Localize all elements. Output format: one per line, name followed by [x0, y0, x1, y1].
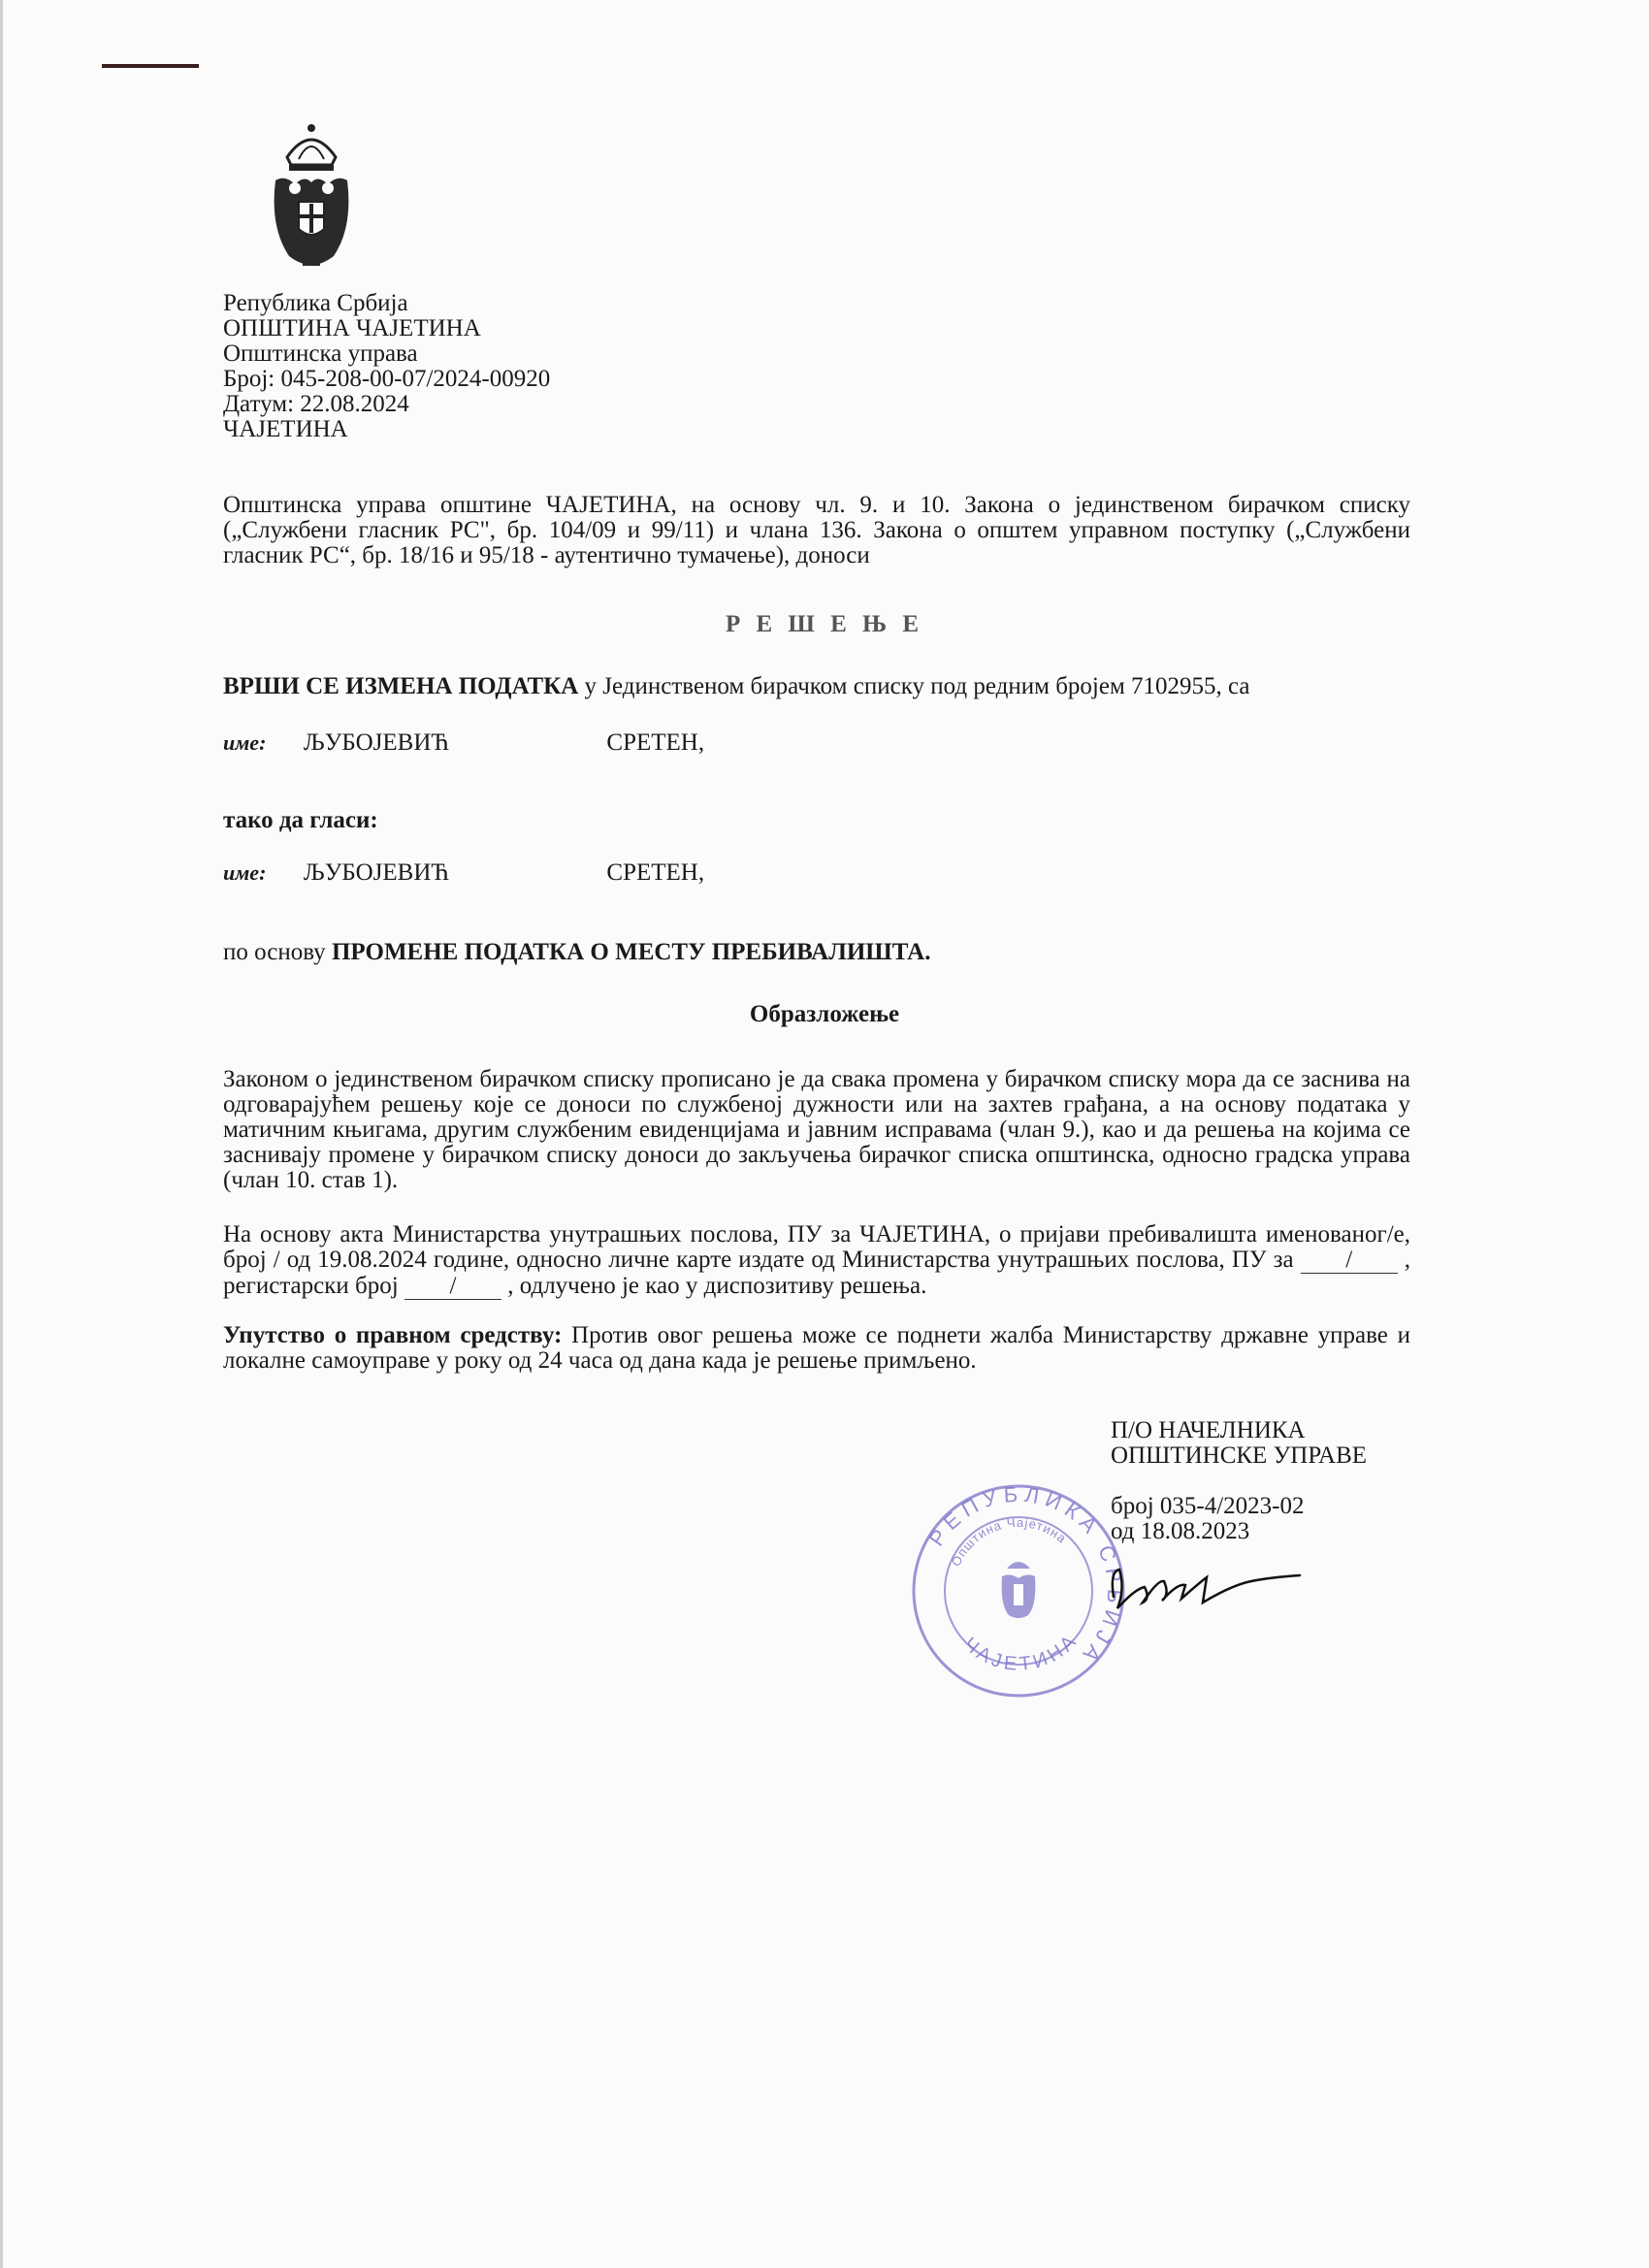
signature-date: од 18.08.2023: [1111, 1518, 1250, 1544]
to-read-label: тако да гласи:: [223, 807, 378, 833]
stamp-inner-text: Општина Чајетина: [948, 1514, 1070, 1569]
instruction-bold: Упутство о правном средству:: [223, 1322, 563, 1348]
instruction-rest: Против овог решења може се поднети жалба Министарству државне управе и локалне самоуправе у року од 24 часа од дана када је решење примљено.: [223, 1322, 1410, 1374]
signature-block: [1111, 1418, 1367, 1544]
svg-text:ЧАЈЕТИНА: [959, 1629, 1083, 1675]
serbia-coat-of-arms-icon: [270, 120, 353, 274]
header-number: Број: 045-208-00-07/2024-00920: [223, 366, 551, 392]
after-record: [223, 859, 704, 887]
reasoning-p2-part1: На основу акта Министарства унутрашњих послова, ПУ за ЧАЈЕТИНА, о пријави пребивалишта именованог/е, број / од 19.08.2024 године, односно личне карте издате од Министарства унутрашњих послова, ПУ за: [223, 1221, 1410, 1273]
reasoning-title: Образложење: [749, 1001, 900, 1027]
before-name: СРЕТЕН,: [606, 729, 705, 756]
decision-title: Р Е Ш Е Њ Е: [725, 611, 924, 637]
after-name-label: име:: [223, 860, 267, 885]
header-place: ЧАЈЕТИНА: [223, 416, 348, 442]
basis-bold: ПРОМЕНЕ ПОДАТКА О МЕСТУ ПРЕБИВАЛИШТА.: [331, 939, 931, 965]
change-line-bold: ВРШИ СЕ ИЗМЕНА ПОДАТКА: [223, 673, 579, 699]
stamp-bottom-text: ЧАЈЕТИНА: [958, 1629, 1083, 1676]
after-name: СРЕТЕН,: [606, 859, 705, 886]
intro-paragraph: Општинска управа општине ЧАЈЕТИНА, на основу чл. 9. и 10. Закона о јединственом бирачком списку („Службени гласник РС", бр. 104/09 и 99/11) и члана 136. Закона о општем управном поступку („Службени гласник РС“, бр. 18/16 и 95/18 - аутентично тумачење), доноси: [223, 492, 1410, 568]
header-administration: Општинска управа: [223, 340, 418, 367]
reasoning-p2-part3: , одлучено је као у диспозитиву решења.: [507, 1273, 927, 1299]
reasoning-p2-part2: , регистарски број: [223, 1247, 1411, 1299]
before-name-label: име:: [223, 730, 267, 755]
basis-prefix: по основу: [223, 939, 326, 965]
reasoning-paragraph-1: Законом о јединственом бирачком списку прописано је да свака промена у бирачком списку мора да се заснива на одговарајућем решењу које се доноси по службеној дужности или на захтев грађана, а на основу података у матичним књигама, другим службеним евиденцијама и јавним исправама (члан 9.), као и да решења на којима се заснивају промене у бирачком списку доноси до закључења бирачког списка општинска, односно градска управа (члан 10. став 1).: [223, 1066, 1410, 1193]
reasoning-p2-blank1: /: [1301, 1247, 1398, 1274]
scan-mark-top-left: [102, 64, 199, 68]
change-line-rest: у Јединственом бирачком списку под редним бројем 7102955, са: [584, 673, 1250, 699]
header-date: Датум: 22.08.2024: [223, 391, 409, 417]
header-country: Република Србија: [223, 290, 408, 316]
basis-line: [223, 939, 930, 966]
after-surname: ЉУБОЈЕВИЋ: [303, 859, 449, 886]
signature-number: број 035-4/2023-02: [1111, 1493, 1305, 1519]
before-surname: ЉУБОЈЕВИЋ: [303, 729, 449, 756]
signature-title-2: ОПШТИНСКЕ УПРАВЕ: [1111, 1442, 1368, 1469]
document-header: [223, 291, 550, 442]
header-municipality: ОПШТИНА ЧАЈЕТИНА: [223, 315, 481, 341]
stamp-outer-text: РЕПУБЛИКА СРБИЈА: [923, 1481, 1128, 1671]
change-line: [223, 673, 1250, 700]
reasoning-p2-blank2: /: [404, 1274, 501, 1300]
reasoning-paragraph-2: [223, 1222, 1410, 1300]
before-record: [223, 729, 704, 757]
scan-edge-left: [0, 0, 3, 2268]
signature-title-1: П/О НАЧЕЛНИКА: [1111, 1417, 1306, 1443]
official-stamp: [907, 1479, 1130, 1702]
legal-remedy-instruction: [223, 1323, 1410, 1374]
handwritten-signature: [1106, 1560, 1310, 1618]
stamp-crest-icon: [1002, 1562, 1036, 1618]
